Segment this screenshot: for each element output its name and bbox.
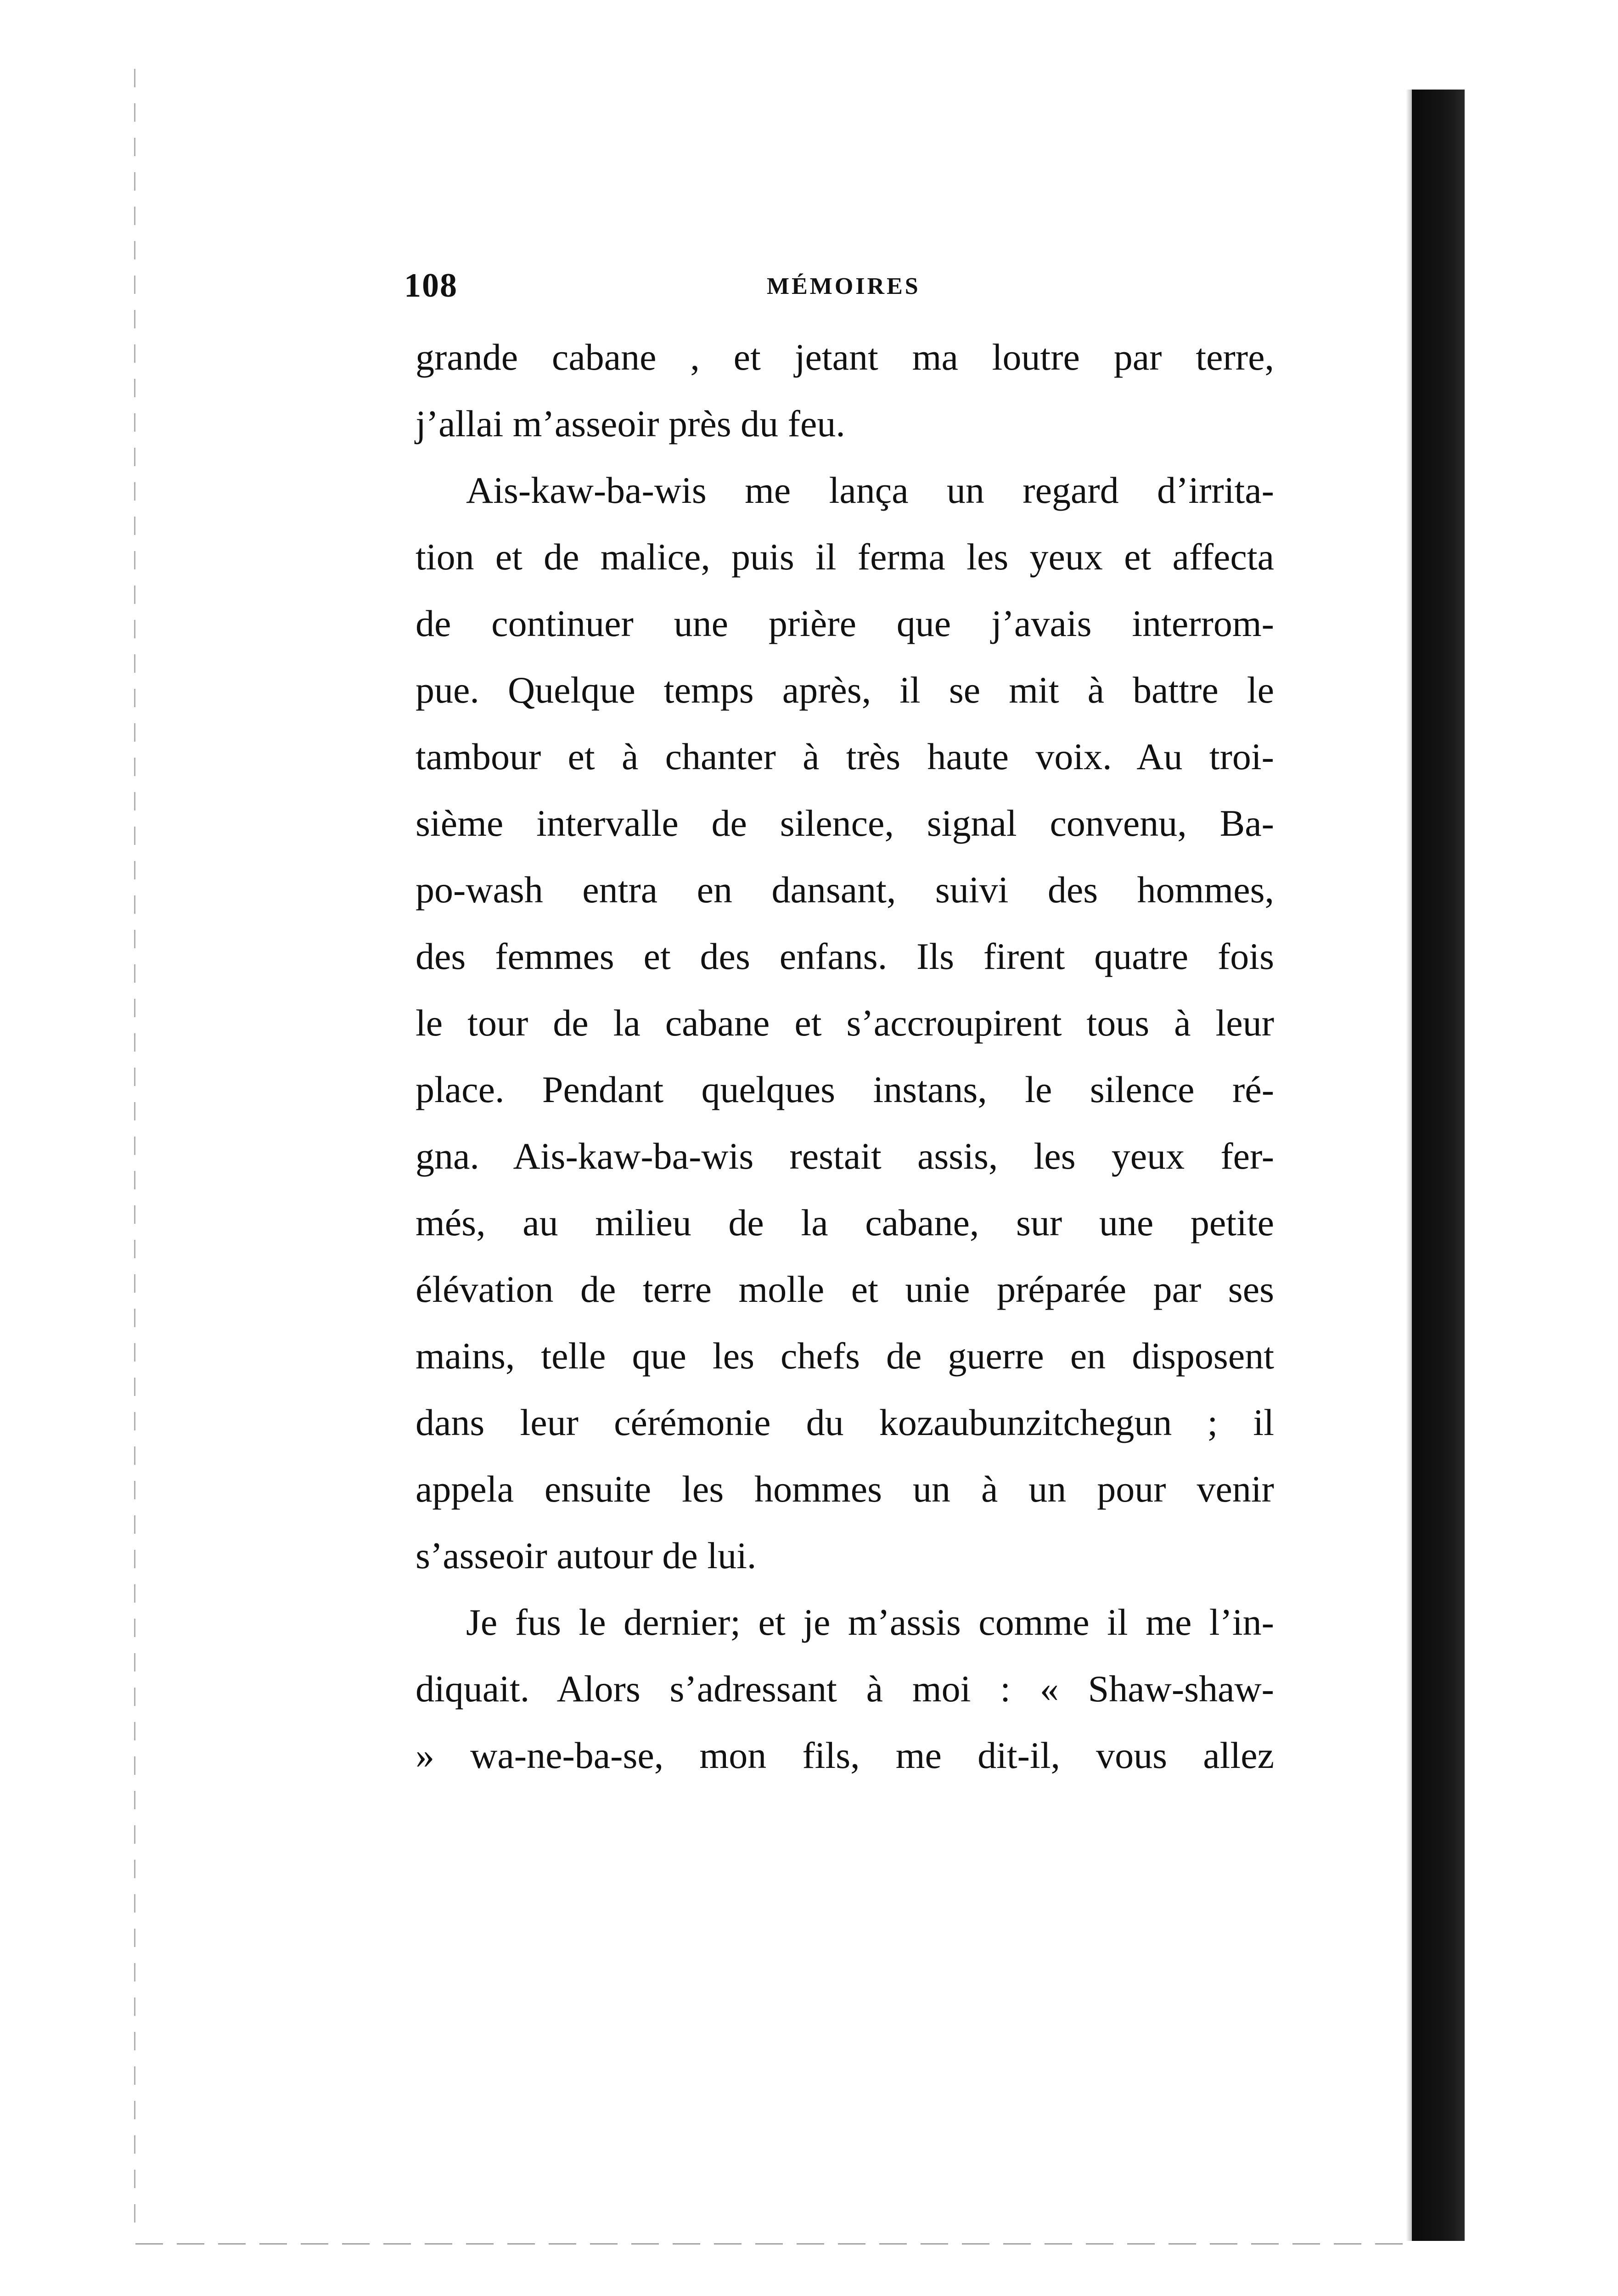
text-line: pue. Quelque temps après, il se mit à battre le (416, 669, 1274, 711)
running-title: MÉMOIRES (767, 273, 921, 299)
text-line: des femmes et des enfans. Ils firent quatre fois (416, 935, 1274, 977)
text-line: més, au milieu de la cabane, sur une petite (416, 1202, 1274, 1244)
text-line: grande cabane , et jetant ma loutre par terre, (416, 336, 1274, 378)
text-line: tambour et à chanter à très haute voix. Au troi- (416, 736, 1274, 777)
text-line: gna. Ais-kaw-ba-wis restait assis, les yeux fer- (416, 1135, 1274, 1177)
text-line: po-wash entra en dansant, suivi des hommes, (416, 869, 1274, 911)
text-line: tion et de malice, puis il ferma les yeux et affecta (416, 536, 1274, 578)
running-head (404, 266, 1276, 317)
text-line: dans leur cérémonie du kozaubunzitchegun ; il (416, 1401, 1274, 1443)
text-line: appela ensuite les hommes un à un pour venir (416, 1468, 1274, 1510)
binding-strip (1412, 90, 1465, 2241)
text-line: Je fus le dernier; et je m’assis comme il me l’in- (466, 1601, 1274, 1643)
scan-left-edge (134, 69, 135, 2236)
text-line: mains, telle que les chefs de guerre en disposent (416, 1335, 1274, 1377)
text-line: Ais-kaw-ba-wis me lança un regard d’irrita- (466, 469, 1274, 511)
text-line: j’allai m’asseoir près du feu. (416, 403, 845, 445)
page-number: 108 (404, 267, 458, 304)
text-line: s’asseoir autour de lui. (416, 1535, 757, 1576)
text-line: de continuer une prière que j’avais interrom- (416, 602, 1274, 644)
text-line: place. Pendant quelques instans, le silence ré- (416, 1069, 1274, 1110)
scan-bottom-edge (135, 2243, 1412, 2245)
text-line: diquait. Alors s’adressant à moi : « Shaw-shaw- (416, 1668, 1274, 1710)
text-line: élévation de terre molle et unie préparée par ses (416, 1268, 1274, 1310)
text-line: » wa-ne-ba-se, mon fils, me dit-il, vous allez (416, 1734, 1274, 1776)
body-text (416, 324, 1274, 1789)
text-line: sième intervalle de silence, signal convenu, Ba- (416, 802, 1274, 844)
text-line: le tour de la cabane et s’accroupirent tous à leur (416, 1002, 1274, 1044)
